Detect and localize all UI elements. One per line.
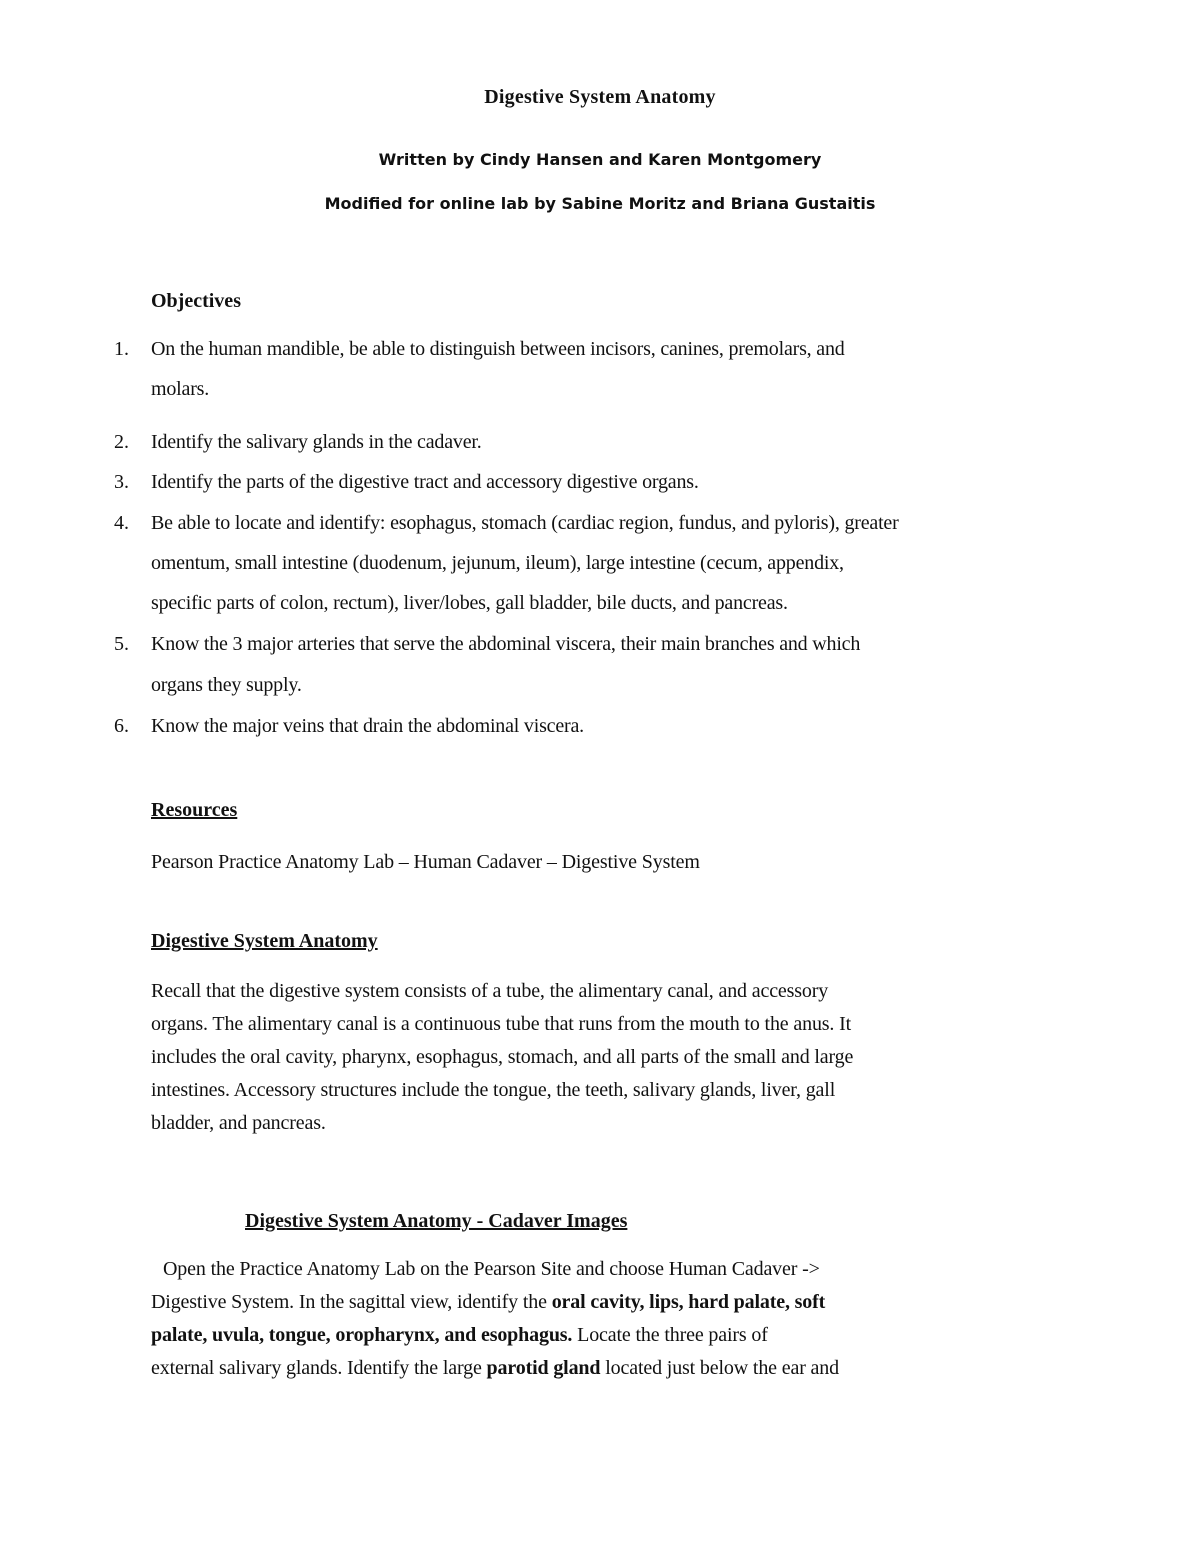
objective-text: Identify the parts of the digestive tract and accessory digestive organs. [151,471,699,493]
objective-number: 6. [114,715,129,737]
paragraph-line: Open the Practice Anatomy Lab on the Pearson Site and choose Human Cadaver -> [163,1258,820,1280]
paragraph-text: external salivary glands. Identify the large [151,1357,487,1379]
objectives-heading: Objectives [151,290,241,312]
objective-number: 5. [114,633,129,655]
objective-text: omentum, small intestine (duodenum, jejunum, ileum), large intestine (cecum, appendix, [151,552,844,574]
paragraph-text: Digestive System. In the sagittal view, identify the [151,1291,552,1313]
page-title: Digestive System Anatomy [484,86,716,108]
objective-number: 3. [114,471,129,493]
paragraph-text: located just below the ear and [600,1357,839,1379]
paragraph-line: Recall that the digestive system consists of a tube, the alimentary canal, and accessory [151,980,829,1002]
bold-terms: palate, uvula, tongue, oropharynx, and esophagus. [151,1324,573,1346]
objective-text: Be able to locate and identify: esophagus, stomach (cardiac region, fundus, and pyloris), greater [151,512,899,534]
paragraph-line [151,1324,768,1347]
author-byline: Written by Cindy Hansen and Karen Montgomery [378,150,822,169]
resources-heading: Resources [151,799,238,821]
objective-number: 1. [114,338,129,360]
paragraph-line: organs. The alimentary canal is a continuous tube that runs from the mouth to the anus. It [151,1013,852,1035]
paragraph-line: bladder, and pancreas. [151,1112,326,1134]
bold-terms: oral cavity, lips, hard palate, soft [551,1291,826,1313]
paragraph-line: includes the oral cavity, pharynx, esophagus, stomach, and all parts of the small and large [151,1046,854,1068]
objective-number: 2. [114,431,129,453]
anatomy-heading: Digestive System Anatomy [151,930,378,952]
objective-text: On the human mandible, be able to distinguish between incisors, canines, premolars, and [151,338,845,360]
paragraph-text: Locate the three pairs of [572,1324,768,1346]
objective-text: Identify the salivary glands in the cadaver. [151,431,482,453]
objective-text: Know the major veins that drain the abdominal viscera. [151,715,584,737]
paragraph-line [151,1291,825,1314]
paragraph-line: intestines. Accessory structures include the tongue, the teeth, salivary glands, liver, gall [151,1079,836,1101]
objective-text: organs they supply. [151,674,302,696]
cadaver-heading: Digestive System Anatomy - Cadaver Images [245,1210,628,1232]
modifier-byline: Modified for online lab by Sabine Moritz and Briana Gustaitis [324,194,876,213]
objective-text: Know the 3 major arteries that serve the abdominal viscera, their main branches and which [151,633,861,655]
paragraph-line [151,1357,839,1380]
objective-text: specific parts of colon, rectum), liver/lobes, gall bladder, bile ducts, and pancreas. [151,592,788,614]
objective-number: 4. [114,512,129,534]
objective-text: molars. [151,378,210,400]
resources-text: Pearson Practice Anatomy Lab – Human Cadaver – Digestive System [151,851,700,873]
bold-terms: parotid gland [486,1357,601,1379]
